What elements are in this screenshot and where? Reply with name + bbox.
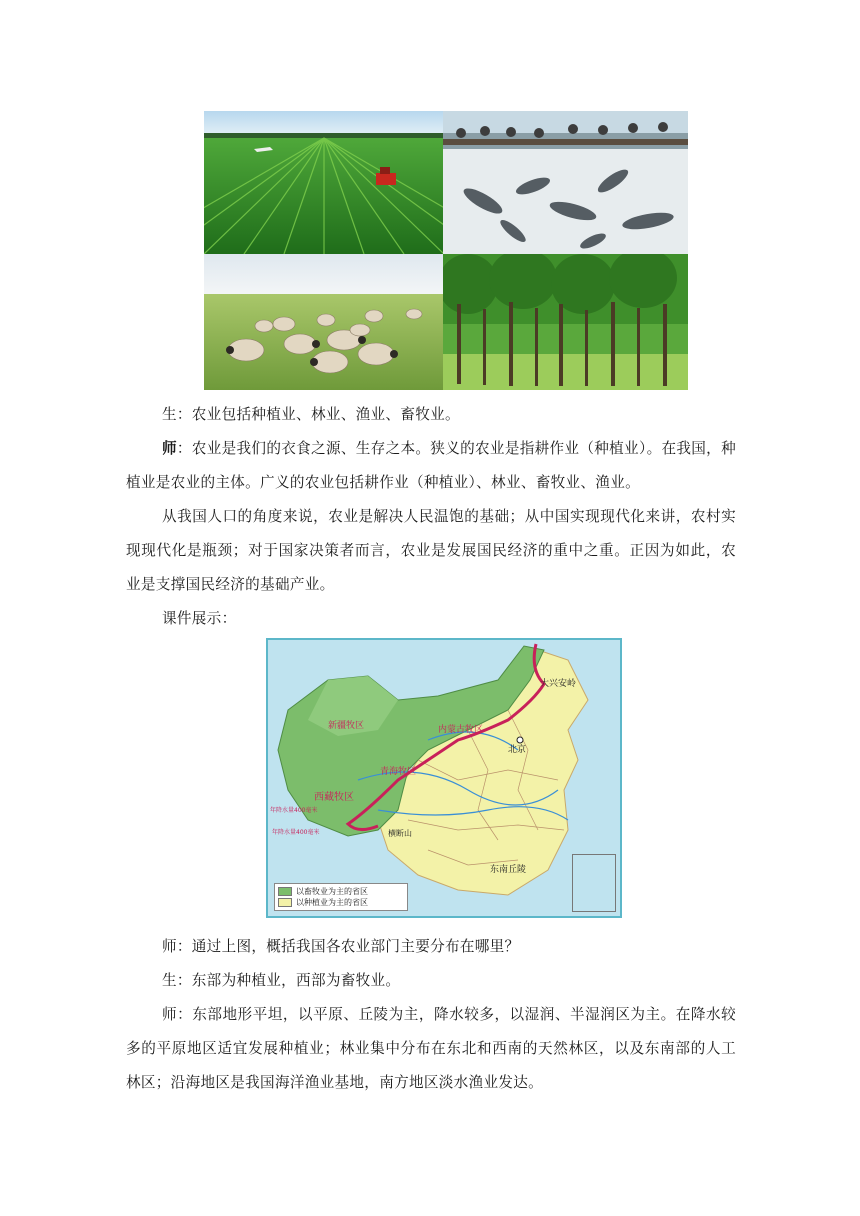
legend-item-farming [278,897,404,908]
label-xinjiang-pastoral: 新疆牧区 [328,721,365,731]
paragraph-student-answer-2: 生：东部为种植业，西部为畜牧业。 [162,972,401,989]
paragraph-student-answer-1: 生：农业包括种植业、林业、渔业、畜牧业。 [162,406,460,423]
paragraph-teacher-1 [126,432,736,500]
fishing-photo [443,111,688,254]
farmland-photo [204,111,443,254]
legend-label-pastoral: 以畜牧业为主的省区 [296,887,368,896]
legend-item-pastoral [278,886,404,897]
legend-swatch-pastoral [278,887,292,896]
sheep-grazing-photo [204,254,443,390]
label-rainfall-line-2: 年降水量400毫米 [272,829,320,836]
paragraph-courseware-display: 课件展示： [162,610,237,627]
label-southeast-hills: 东南丘陵 [490,865,527,875]
label-beijing: 北京 [508,745,527,755]
paragraph-agriculture-importance: 从我国人口的角度来说，农业是解决人民温饱的基础；从中国实现现代化来讲，农村实现现代化是瓶颈；对于国家决策者而言，农业是发展国民经济的重中之重。正因为如此，农业是支撑国民经济的基础产业。 [126,508,736,593]
forest-photo [443,254,688,390]
label-qinghai-pastoral: 青海牧区 [380,767,417,777]
south-china-sea-inset [572,854,616,912]
map-legend [274,883,408,911]
agriculture-photo-collage [204,111,688,390]
paragraph-teacher-explanation: 师：东部地形平坦，以平原、丘陵为主，降水较多，以湿润、半湿润区为主。在降水较多的平原地区适宜发展种植业；林业集中分布在东北和西南的天然林区，以及东南部的人工林区；沿海地区是我国海洋渔业基地，南方地区淡水渔业发达。 [126,1006,736,1091]
legend-swatch-farming [278,898,292,907]
label-rainfall-line-1: 年降水量400毫米 [270,807,318,814]
speaker-label: 师 [162,440,177,457]
paragraph-teacher-question: 师：通过上图，概括我国各农业部门主要分布在哪里？ [162,938,520,955]
legend-label-farming: 以种植业为主的省区 [296,898,368,907]
label-hengduan-mountains: 横断山 [388,829,412,838]
china-agriculture-map [266,638,622,918]
label-neimenggu-pastoral: 内蒙古牧区 [438,725,484,735]
label-daxinganling: 大兴安岭 [540,679,577,689]
paragraph-text: ：农业是我们的衣食之源、生存之本。狭义的农业是指耕作业（种植业）。在我国，种植业是农业的主体。广义的农业包括耕作业（种植业）、林业、畜牧业、渔业。 [126,440,736,491]
label-xizang-pastoral: 西藏牧区 [314,792,354,803]
